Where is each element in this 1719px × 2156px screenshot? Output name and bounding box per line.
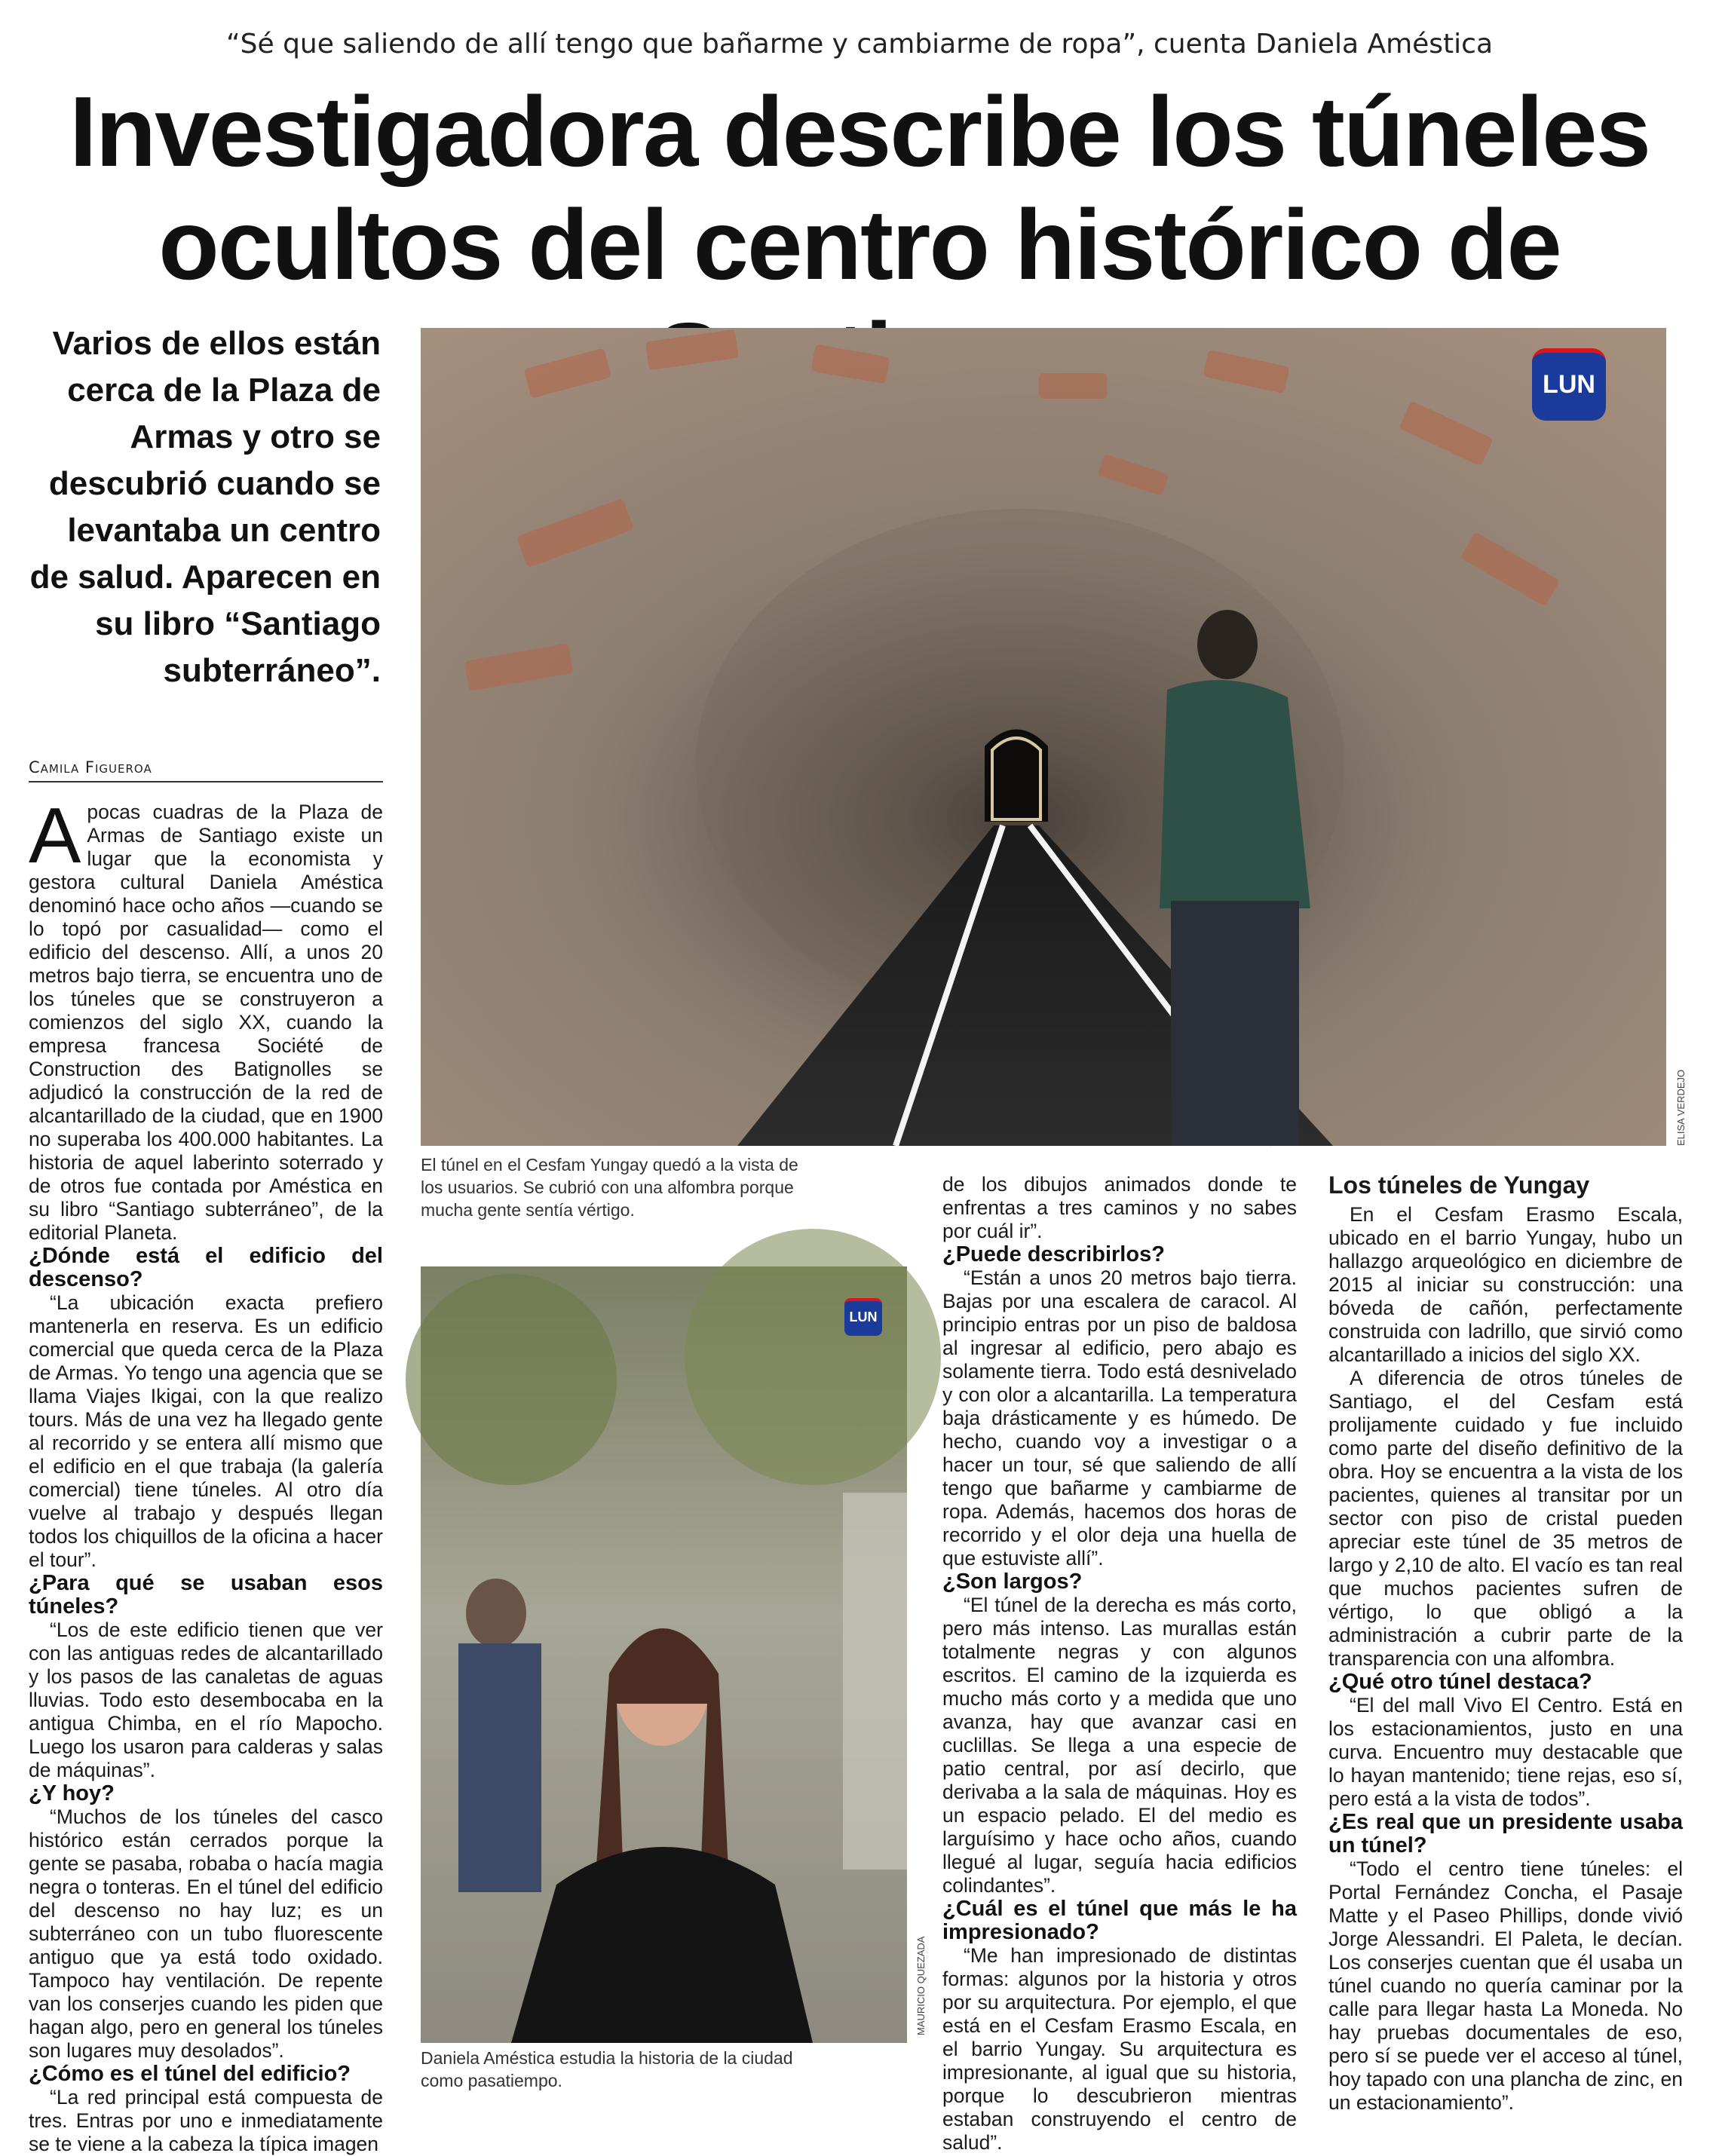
tunnel-illustration xyxy=(421,328,1666,1146)
tunnel-photo xyxy=(421,328,1666,1146)
article-column-1 xyxy=(29,792,383,2155)
lead-paragraph xyxy=(29,792,383,1245)
drop-cap: A xyxy=(29,792,81,880)
article-column-4 xyxy=(1328,1170,1683,2114)
headline-line-2: ocultos del centro histórico de xyxy=(158,189,1561,300)
article-column-3 xyxy=(942,1173,1297,2154)
answer: “Muchos de los túneles del casco histórico están cerrados porque la gente se pasaba, robaba o hacía magia negra o tonteras. En el túnel del edificio del descenso no hay luz; es un subterráneo con un tubo fluorescente antiguo que ya está todo oxidado. Tampoco hay ventilación. De repente van los conserjes cuando les piden que hagan algo, pero en general los túneles son lugares muy desolados”. xyxy=(29,1805,383,2062)
question: ¿Qué otro túnel destaca? xyxy=(1328,1670,1592,1694)
lead-text: pocas cuadras de la Plaza de Armas de Santiago existe un lugar que la economista y gestora cultural Daniela Améstica denominó hace ocho años —cuando se lo topó por casualidad— como el edificio del descenso. Allí, a unos 20 metros bajo tierra, se encuentra uno de los túneles que se construyeron a comienzos del siglo XX, cuando la empresa francesa Société de Construction des Batignolles se adjudicó la construcción de la red de alcantarillado de la ciudad, que en 1900 no superaba los 400.000 habitantes. La historia de aquel laberinto soterrado y de otros fue contada por Améstica en su libro “Santiago subterráneo”, de la editorial Planeta. xyxy=(29,801,383,1244)
answer: “Todo el centro tiene túneles: el Portal Fernández Concha, el Pasaje Matte y el Paseo Phillips, donde vivió Jorge Alessandri. El Paleta, le decían. Los conserjes cuentan que él usaba un túnel cuando no quería caminar por la calle para llegar hasta La Moneda. No hay pruebas documentales de eso, pero sí se puede ver el acceso al túnel, hoy tapado con una plancha de zinc, en un estacionamiento”. xyxy=(1328,1857,1683,2114)
photo-credit-tunnel: ELISA VERDEJO xyxy=(1675,1069,1687,1146)
continued-text: de los dibujos animados donde te enfrentas a tres caminos y no sabes por cuál ir”. xyxy=(942,1173,1297,1242)
answer: “Me han impresionado de distintas formas: algunos por la historia y otros por su arquitectura. Por ejemplo, el que está en el Cesfam Erasmo Escala, en el barrio Yungay. Su arquitectura es impresionante, al igual que su historia, porque lo descubrieron mientras estaban construyendo el centro de salud”. xyxy=(942,1944,1297,2154)
photo-credit-portrait: MAURICIO QUEZADA xyxy=(915,1936,927,2035)
headline-line-1: Investigadora describe los túneles xyxy=(69,76,1650,187)
question: ¿Dónde está el edificio del descenso? xyxy=(29,1244,383,1291)
question: ¿Es real que un presidente usaba un túnel? xyxy=(1328,1810,1683,1857)
kicker-quote: “Sé que saliendo de allí tengo que bañarme y cambiarme de ropa”, cuenta Daniela Améstica xyxy=(225,29,1494,60)
lun-logo: LUN xyxy=(1532,348,1606,421)
question: ¿Cuál es el túnel que más le ha impresionado? xyxy=(942,1897,1297,1944)
portrait-photo xyxy=(421,1266,907,2043)
portrait-illustration xyxy=(421,1266,907,2043)
answer: “Están a unos 20 metros bajo tierra. Bajas por una escalera de caracol. Al principio entras por un piso de baldosa al ingresar al edificio, pero abajo es solamente tierra. Todo está desnivelado y con olor a alcantarilla. La temperatura baja drásticamente y es húmedo. De hecho, cuando voy a investigar o a hacer un tour, sé que saliendo de allí tengo que bañarme y cambiarme de ropa. Además, hacemos dos horas de recorrido y el olor deja una huella de que estuviste allí”. xyxy=(942,1266,1297,1570)
body-paragraph: En el Cesfam Erasmo Escala, ubicado en el barrio Yungay, hubo un hallazgo arqueológico en diciembre de 2015 al iniciar su construcción: una bóveda de cañón, perfectamente construida con ladrillo, que sirvió como alcantarillado a inicios del siglo XX. xyxy=(1328,1203,1683,1366)
portrait-caption: Daniela Améstica estudia la historia de la ciudad como pasatiempo. xyxy=(421,2048,793,2090)
answer: “Los de este edificio tienen que ver con las antiguas redes de alcantarillado y los pasos de las canaletas de aguas lluvias. Todo esto desembocaba en la antigua Chimba, en el río Mapocho. Luego los usaron para calderas y salas de máquinas”. xyxy=(29,1619,383,1781)
lun-logo-small: LUN xyxy=(844,1298,882,1336)
answer: “La red principal está compuesta de tres. Entras por uno e inmediatamente se te viene a la cabeza la típica imagen xyxy=(29,2086,383,2155)
byline: Camila Figueroa xyxy=(29,758,383,782)
answer: “El túnel de la derecha es más corto, pero más intenso. Las murallas están totalmente negras y con algunos escritos. El camino de la izquierda es mucho más corto y a medida que uno avanza, hay que avanzar casi en cuclillas. Se llega a una especie de patio central, por así decirlo, que derivaba a la sala de máquinas. Hoy es un espacio pelado. El del medio es larguísimo y hace ocho años, cuando llegué al lugar, seguía hacia edificios colindantes”. xyxy=(942,1594,1297,1897)
answer: “La ubicación exacta prefiero mantenerla en reserva. Es un edificio comercial que queda cerca de la Plaza de Armas. Yo tengo una agencia que se llama Viajes Ikigai, con la que realizo tours. Más de una vez ha llegado gente al recorrido y se entera allí mismo que el edificio en el que trabaja (la galería comercial) tiene túneles. Al otro día vuelve al trabajo y después llegan todos los chiquillos de la oficina a hacer el tour”. xyxy=(29,1291,383,1571)
question: ¿Puede describirlos? xyxy=(942,1242,1165,1266)
question: ¿Son largos? xyxy=(942,1570,1083,1594)
answer: “El del mall Vivo El Centro. Está en los estacionamientos, justo en una curva. Encuentro muy destacable que lo hayan mantenido; tiene rejas, eso sí, pero está a la vista de todos”. xyxy=(1328,1694,1683,1810)
question: ¿Cómo es el túnel del edificio? xyxy=(29,2062,351,2086)
question: ¿Para qué se usaban esos túneles? xyxy=(29,1571,383,1619)
section-subhead: Los túneles de Yungay xyxy=(1328,1171,1590,1199)
question: ¿Y hoy? xyxy=(29,1781,115,1805)
deck: Varios de ellos están cerca de la Plaza de Armas y otro se descubrió cuando se levantaba un centro de salud. Aparecen en su libro “Santiago subterráneo”. xyxy=(29,325,381,689)
tunnel-caption: El túnel en el Cesfam Yungay quedó a la vista de los usuarios. Se cubrió con una alfombra porque mucha gente sentía vértigo. xyxy=(421,1155,798,1220)
body-paragraph: A diferencia de otros túneles de Santiago, el del Cesfam está prolijamente cuidado y fue incluido como parte del diseño definitivo de la obra. Hoy se encuentra a la vista de los pacientes, quienes al transitar por un sector con piso de cristal pueden apreciar este túnel de 35 metros de largo y 2,10 de alto. El vacío es tan real que muchos pacientes sufren de vértigo, lo que obligó a la administración a cubrir parte de la transparencia con una alfombra. xyxy=(1328,1367,1683,1670)
